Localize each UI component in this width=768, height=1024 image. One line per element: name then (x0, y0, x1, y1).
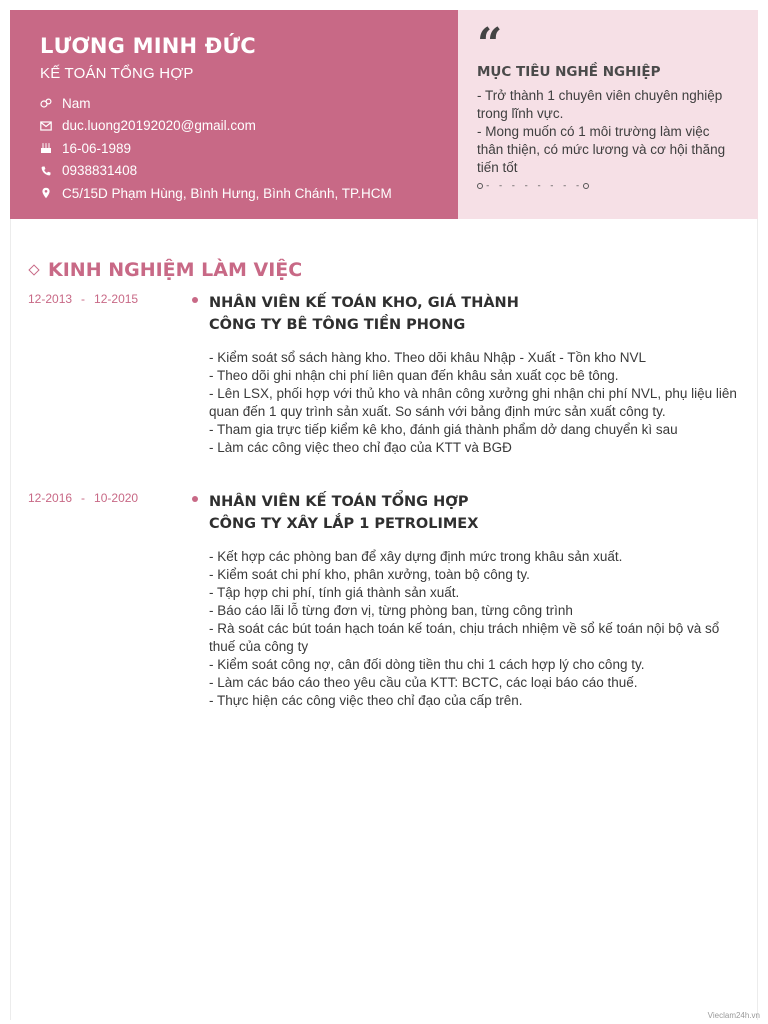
job-description (209, 349, 749, 457)
job-start-date: 12-2013 (28, 292, 73, 306)
address-text: C5/15D Phạm Hùng, Bình Hưng, Bình Chánh, TP.HCM (62, 185, 392, 201)
job-position: NHÂN VIÊN KẾ TOÁN TỔNG HỢP (209, 494, 469, 510)
date-separator: - (81, 292, 86, 306)
job-detail-line: - Theo dõi ghi nhận chi phí liên quan đến khâu sản xuất cọc bê tông. (209, 368, 619, 383)
circle-icon (477, 183, 483, 189)
job-company: CÔNG TY XÂY LẮP 1 PETROLIMEX (209, 516, 479, 532)
job-dates (28, 491, 138, 505)
job-body (209, 292, 749, 457)
circle-icon (583, 183, 589, 189)
job-position: NHÂN VIÊN KẾ TOÁN KHO, GIÁ THÀNH (209, 295, 519, 311)
objective-line: - Trở thành 1 chuyên viên chuyên nghiệp trong lĩnh vực. (477, 88, 723, 121)
phone-text[interactable]: 0938831408 (62, 163, 138, 179)
job-detail-line: - Kiểm soát chi phí kho, phân xưởng, toàn bộ công ty. (209, 567, 530, 582)
job-detail-line: - Tham gia trực tiếp kiểm kê kho, đánh giá thành phẩm dở dang chuyển kì sau (209, 422, 678, 437)
quote-icon: “ (477, 19, 500, 70)
job-detail-line: - Làm các báo cáo theo yêu cầu của KTT: BCTC, các loại báo cáo thuế. (209, 675, 638, 690)
job-body (209, 491, 749, 710)
header-profile (10, 10, 458, 219)
job-end-date: 12-2015 (94, 292, 139, 306)
section-title-text: KINH NGHIỆM LÀM VIỆC (48, 259, 303, 281)
objective-text (477, 87, 738, 177)
phone-icon (40, 165, 62, 177)
date-separator: - (81, 491, 86, 505)
gender-text: Nam (62, 95, 91, 111)
decorative-divider (477, 181, 738, 191)
contact-gender (40, 92, 428, 115)
timeline-dot-icon (192, 496, 198, 502)
job-detail-line: - Làm các công việc theo chỉ đạo của KTT và BGĐ (209, 440, 512, 455)
footer-watermark: Vieclam24h.vn (707, 1011, 760, 1020)
location-pin-icon (40, 187, 62, 199)
diamond-icon (28, 264, 39, 275)
dashed-line: - - - - - - - - (485, 181, 582, 191)
contact-birthday (40, 137, 428, 160)
cake-icon (40, 142, 62, 154)
job-detail-line: - Kiểm soát công nợ, cân đối dòng tiền thu chi 1 cách hợp lý cho công ty. (209, 657, 645, 672)
job-detail-line: - Rà soát các bút toán hạch toán kế toán, chịu trách nhiệm về sổ kế toán nội bộ và sổ thuế của công ty (209, 621, 720, 654)
job-dates (28, 292, 138, 306)
contact-address (40, 182, 428, 205)
job-detail-line: - Báo cáo lãi lỗ từng đơn vị, từng phòng ban, từng công trình (209, 603, 573, 618)
email-text[interactable]: duc.luong20192020@gmail.com (62, 118, 256, 134)
job-detail-line: - Tập hợp chi phí, tính giá thành sản xuất. (209, 585, 460, 600)
gender-icon (40, 97, 62, 109)
envelope-icon (40, 120, 62, 132)
objective-line: - Mong muốn có 1 môi trường làm việc thân thiện, có mức lương và cơ hội thăng tiến tốt (477, 124, 726, 175)
birthday-text: 16-06-1989 (62, 140, 132, 156)
job-start-date: 12-2016 (28, 491, 73, 505)
job-detail-line: - Kiểm soát sổ sách hàng kho. Theo dõi khâu Nhập - Xuất - Tồn kho NVL (209, 350, 647, 365)
candidate-job-title: KẾ TOÁN TỔNG HỢP (40, 65, 194, 82)
job-end-date: 10-2020 (94, 491, 139, 505)
contact-email (40, 115, 428, 138)
job-company: CÔNG TY BÊ TÔNG TIỀN PHONG (209, 317, 466, 333)
job-description (209, 548, 749, 710)
job-detail-line: - Kết hợp các phòng ban để xây dựng định mức trong khâu sản xuất. (209, 549, 623, 564)
objective-title: MỤC TIÊU NGHỀ NGHIỆP (477, 64, 661, 80)
timeline-dot-icon (192, 297, 198, 303)
contact-list (40, 92, 428, 205)
candidate-name: LƯƠNG MINH ĐỨC (40, 34, 256, 58)
section-title-experience (28, 259, 302, 281)
job-detail-line: - Lên LSX, phối hợp với thủ kho và nhân công xưởng ghi nhận chi phí NVL, phụ liệu liên quan đến 1 quy trình sản xuất. So sánh với bảng định mức sản xuất công ty. (209, 386, 737, 419)
career-objective-panel (458, 10, 758, 219)
contact-phone (40, 160, 428, 183)
job-detail-line: - Thực hiện các công việc theo chỉ đạo của cấp trên. (209, 693, 523, 708)
